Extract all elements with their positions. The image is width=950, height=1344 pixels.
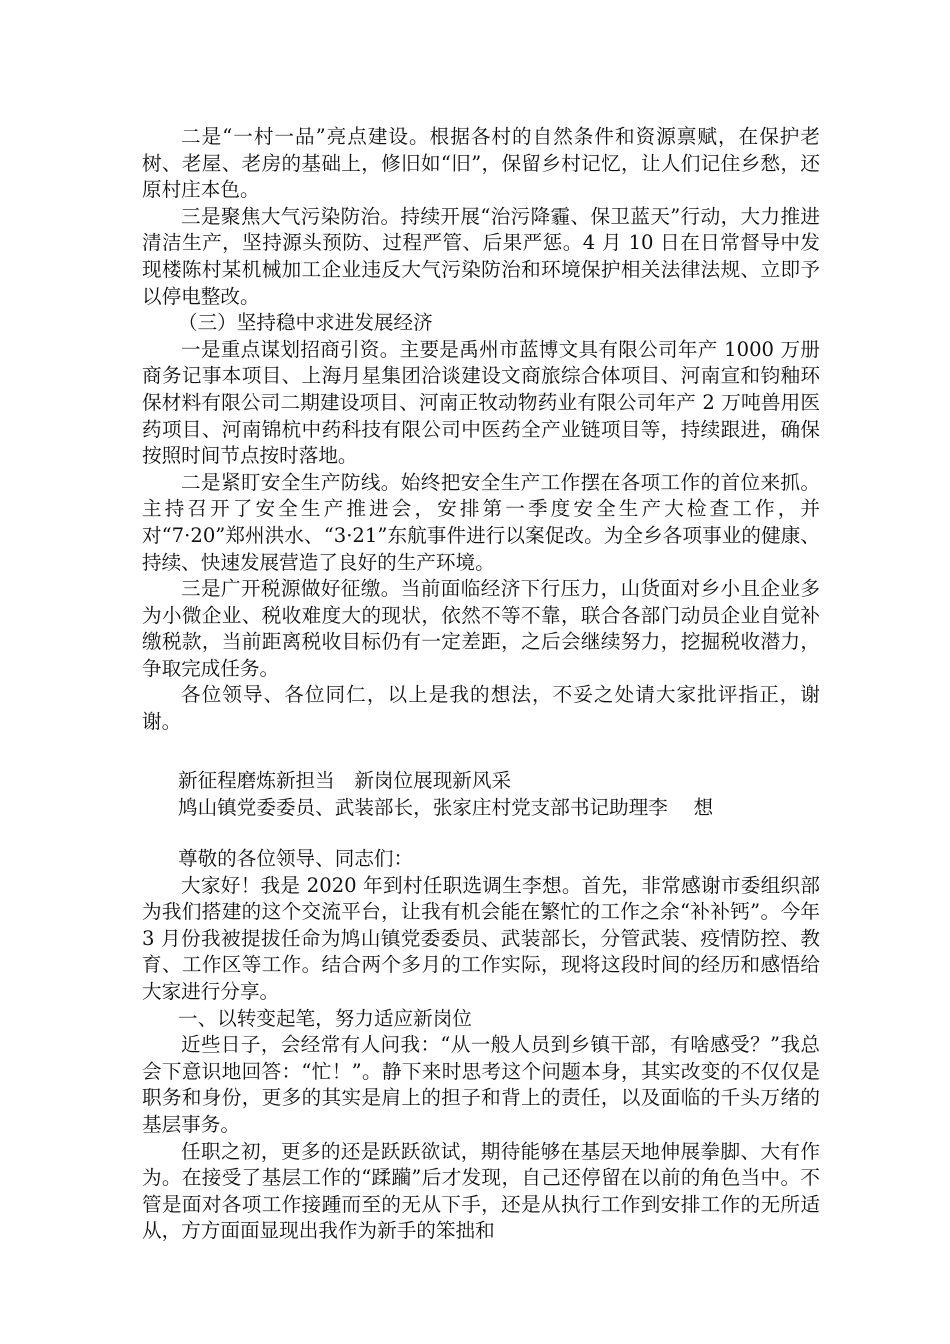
paragraph-tax: 三是广开税源做好征缴。当前面临经济下行压力，山货面对乡小且企业多为小微企业、税收难度大的现状，依然不等不靠，联合各部门动员企业自觉补缴税款，当前距离税收目标仍有一定差距，之后会继续努力，挖掘税收潜力，争取完成任务。 (142, 577, 820, 680)
paragraph-first-days: 任职之初，更多的还是跃跃欲试，期待能够在基层天地伸展拳脚、大有作为。在接受了基层工作的“蹂躏”后才发现，自己还停留在以前的角色当中。不管是面对各项工作接踵而至的无从下手，还是从执行工作到安排工作的无所适从，方方面面显现出我作为新手的笨拙和 (142, 1139, 820, 1243)
paragraph-air-pollution: 三是聚焦大气污染防治。持续开展“治污降霾、保卫蓝天”行动，大力推进清洁生产，坚持源头预防、过程严管、后果严惩。4 月 10 日在日常督导中发现楼陈村某机械加工企业违反大气污染防治和环境保护相关法律法规、立即予以停电整改。 (142, 204, 820, 308)
section-heading-economy: （三）坚持稳中求进发展经济 (178, 311, 433, 335)
speech-author: 鸠山镇党委委员、武装部长，张家庄村党支部书记助理李 想 (178, 795, 714, 819)
section-economy-environment (142, 124, 820, 736)
paragraph-introduction: 大家好！我是 2020 年到村任职选调生李想。首先，非常感谢市委组织部为我们搭建的这个交流平台，让我有机会能在繁忙的工作之余“补补钙”。今年 3 月份我被提拔任命为鸠山镇党委委员、武装部长，分管武装、疫情防控、教育、工作区等工作。结合两个多月的工作实际，现将这段时间的经历和感悟给大家进行分享。 (142, 873, 820, 1003)
paragraph-closing: 各位领导、各位同仁，以上是我的想法，不妥之处请大家批评指正，谢谢。 (142, 683, 820, 734)
paragraph-safety: 二是紧盯安全生产防线。始终把安全生产工作摆在各项工作的首位来抓。主持召开了安全生产推进会，安排第一季度安全生产大检查工作，并对“7·20”郑州洪水、“3·21”东航事件进行以案促改。为全乡各项事业的健康、持续、快速发展营造了良好的生产环境。 (142, 470, 820, 574)
speech-title-block (142, 768, 820, 821)
paragraph-feelings: 近些日子，会经常有人问我：“从一般人员到乡镇干部，有啥感受？”我总会下意识地回答：“忙！”。静下来时思考这个问题本身，其实改变的不仅仅是职务和身份，更多的其实是肩上的担子和背上的责任，以及面临的千头万绪的基层事务。 (142, 1033, 820, 1136)
paragraph-village-product: 二是“一村一品”亮点建设。根据各村的自然条件和资源禀赋，在保护老树、老屋、老房的基础上，修旧如“旧”，保留乡村记忆，让人们记住乡愁，还原村庄本色。 (142, 125, 820, 202)
section-heading-new-post: 一、以转变起笔，努力适应新岗位 (178, 1006, 472, 1030)
speech-body (142, 846, 820, 1245)
speech-title: 新征程磨炼新担当 新岗位展现新风采 (178, 769, 512, 792)
paragraph-investment: 一是重点谋划招商引资。主要是禹州市蓝博文具有限公司年产 1000 万册商务记事本项目、上海月星集团洽谈建设文商旅综合体项目、河南宣和钧釉环保材料有限公司二期建设项目、河南正牧动物药业有限公司年产 2 万吨兽用医药项目、河南锦杭中药科技有限公司中医药全产业链项目等，持续跟进，确保按照时间节点按时落地。 (142, 337, 820, 468)
speech-greeting: 尊敬的各位领导、同志们： (178, 847, 414, 870)
